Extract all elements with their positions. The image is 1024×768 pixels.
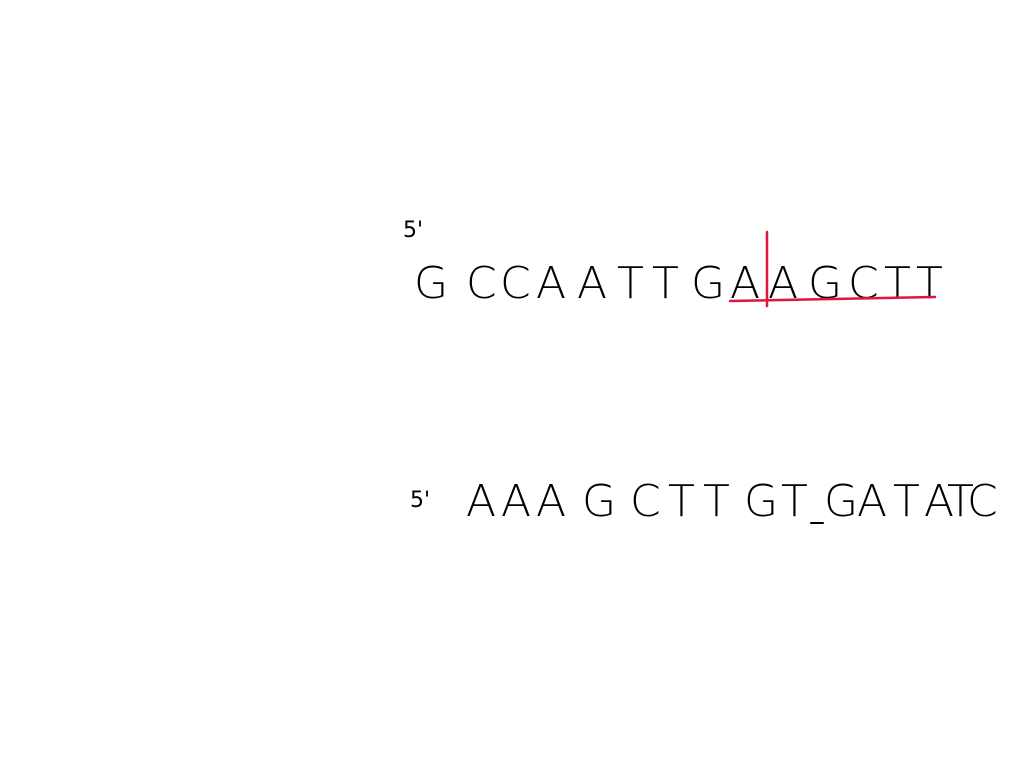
strand1-base-5: A (577, 258, 608, 309)
strand2-base-10: G (824, 476, 859, 527)
strand2-base-15: C (967, 476, 998, 527)
strand1-base-14: T (916, 258, 943, 309)
strand1-base-12: C (848, 258, 879, 309)
strand1-base-8: G (691, 258, 726, 309)
strand1-base-11: G (808, 258, 843, 309)
strand2-base-9: T (781, 476, 808, 527)
strand1-base-1: G (414, 258, 449, 309)
strand2-base-14: T (947, 476, 974, 527)
strand2-base-7: T (703, 476, 730, 527)
strand2-base-6: T (668, 476, 695, 527)
strand2-base-8: G (744, 476, 779, 527)
strand1-base-13: T (884, 258, 911, 309)
strand1-base-3: C (500, 258, 531, 309)
strand2-5prime-label: 5' (410, 488, 431, 513)
strand2-base-13: A (924, 476, 955, 527)
strand2-base-1: A (466, 476, 497, 527)
strand1-base-4: A (536, 258, 567, 309)
strand2-base-2: A (501, 476, 532, 527)
strand1-base-2: C (466, 258, 497, 309)
strand2-base-11: A (857, 476, 888, 527)
strand1-base-9: A (730, 258, 761, 309)
strand1-5prime-label: 5' (403, 218, 424, 243)
strand1-base-7: T (652, 258, 679, 309)
recognition-site-underline (730, 297, 935, 301)
strand2-base-4: G (582, 476, 617, 527)
strand1-base-10: A (768, 258, 799, 309)
strand2-base-3: A (536, 476, 567, 527)
strand1-base-6: T (617, 258, 644, 309)
strand2-base-12: T (893, 476, 920, 527)
strand2-base-5: C (630, 476, 661, 527)
